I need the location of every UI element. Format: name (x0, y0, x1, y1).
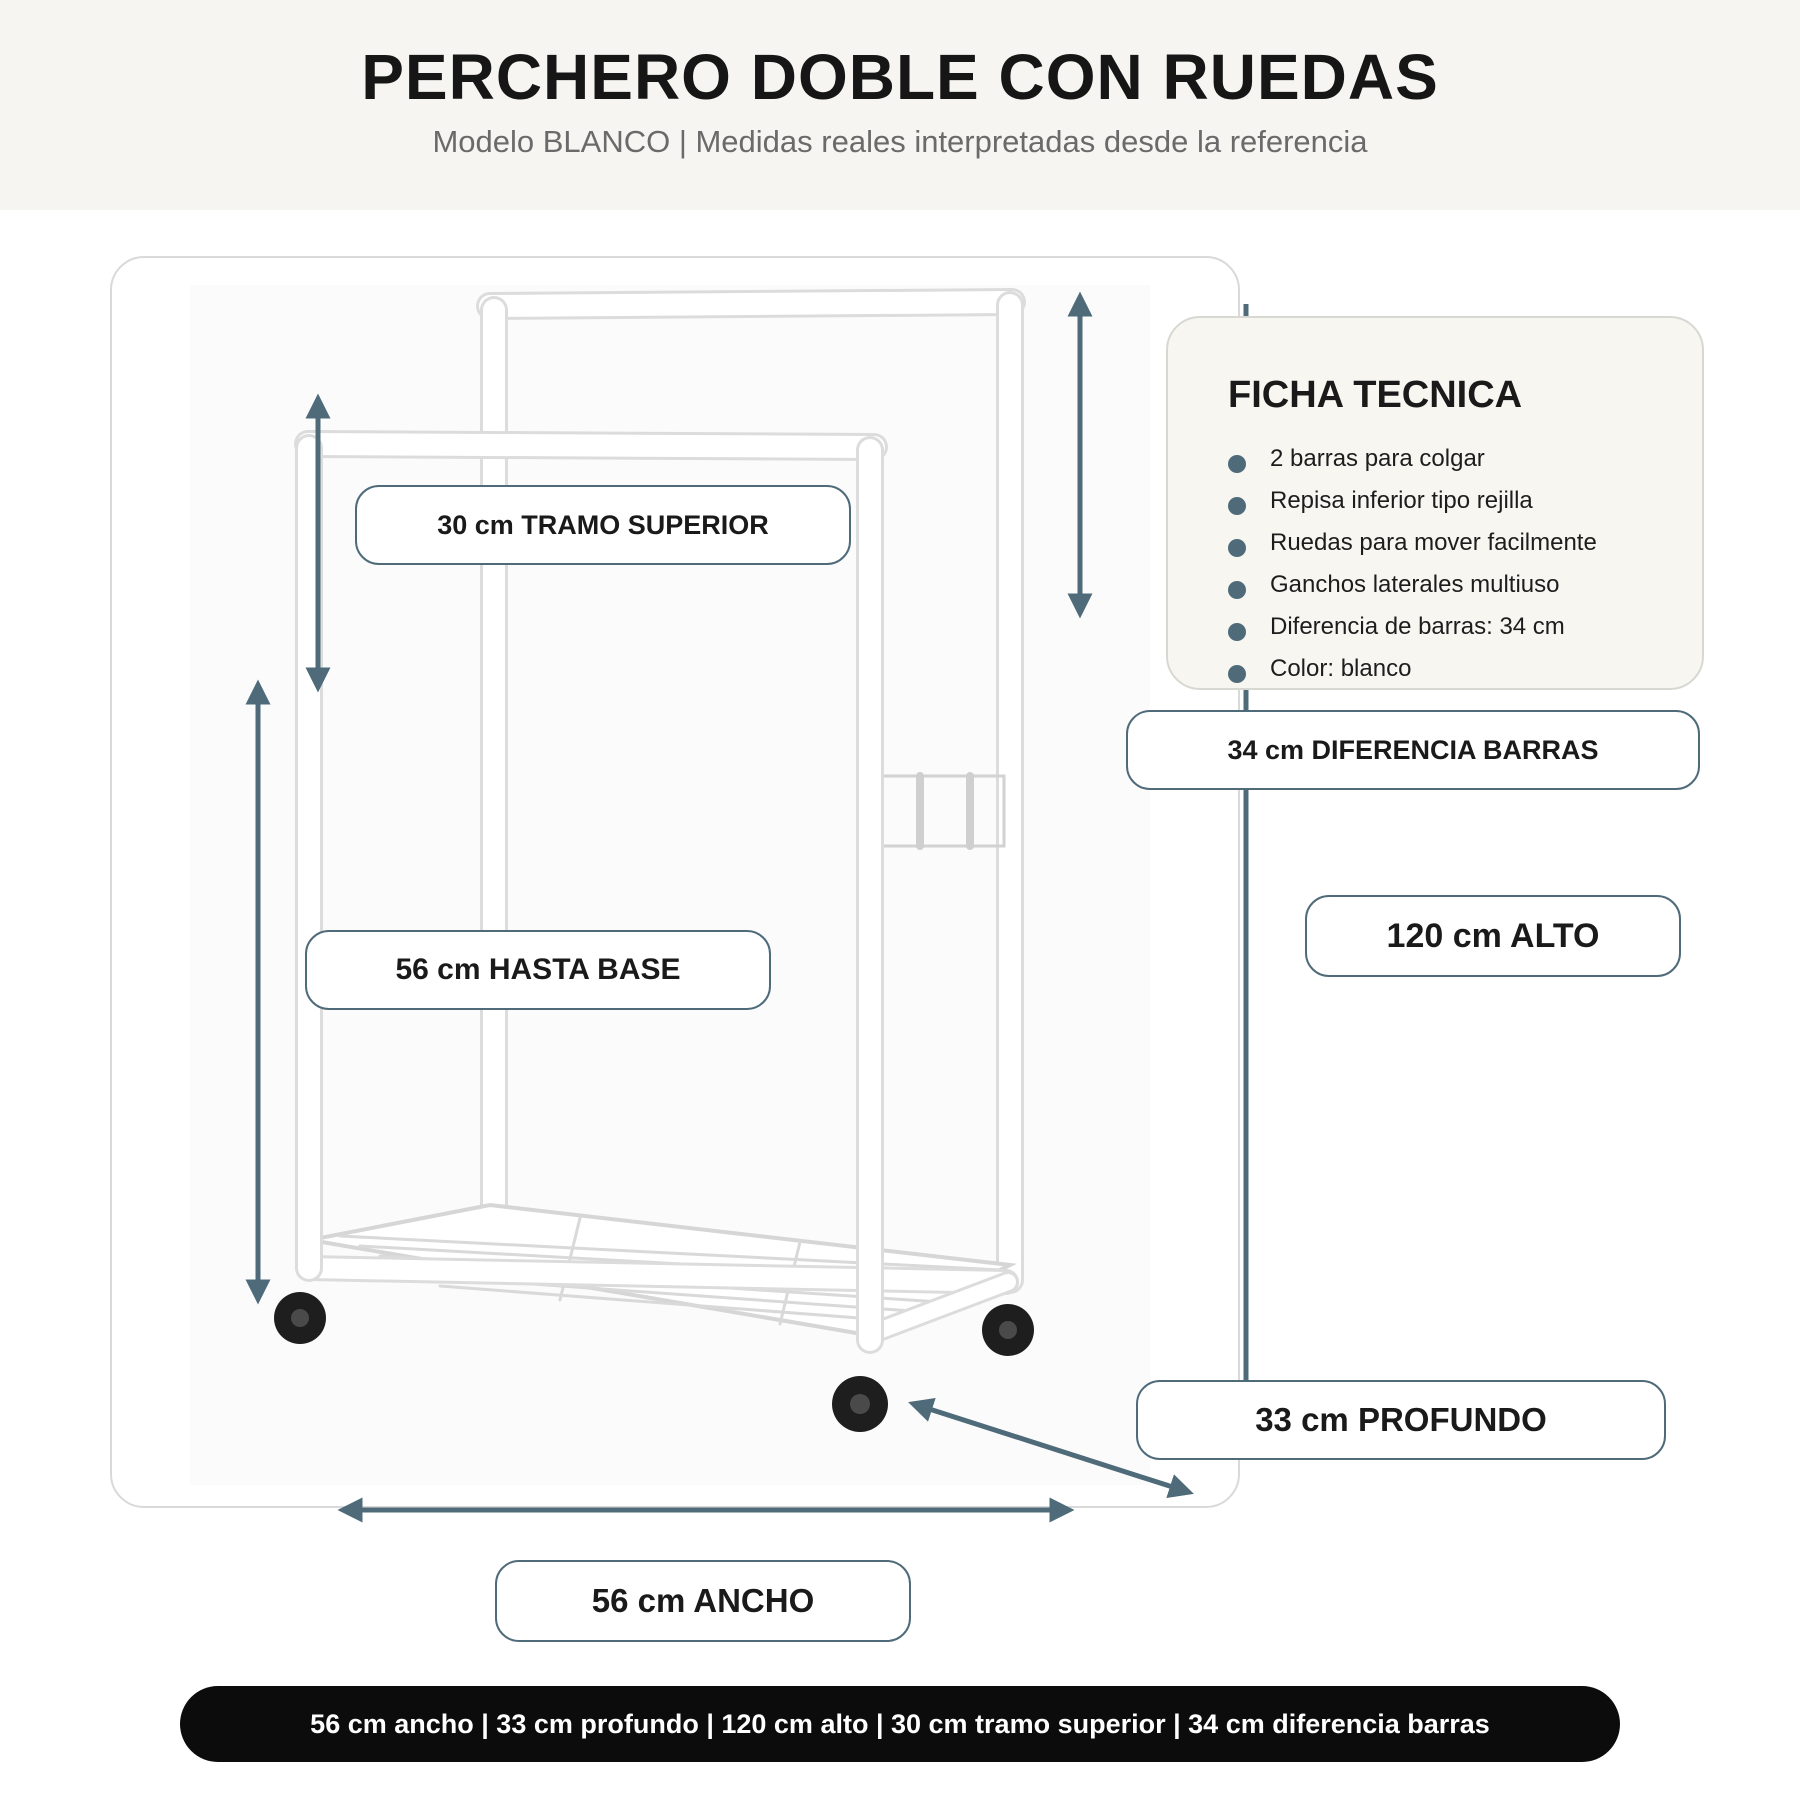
spec-item: Diferencia de barras: 34 cm (1224, 606, 1597, 648)
spec-list (1224, 438, 1597, 690)
clothes-rack (274, 302, 1034, 1432)
side-hooks (876, 776, 1004, 846)
spec-item: Ruedas para mover facilmente (1224, 522, 1597, 564)
footer-summary-bar (180, 1686, 1620, 1762)
label-tramo-superior: 30 cm TRAMO SUPERIOR (355, 485, 851, 565)
label-alto: 120 cm ALTO (1305, 895, 1681, 977)
spec-item: 2 barras para colgar (1224, 438, 1597, 480)
spec-item: Color: blanco (1224, 648, 1597, 690)
spec-card-title: FICHA TECNICA (1228, 374, 1523, 416)
spec-item: Ganchos laterales multiuso (1224, 564, 1597, 606)
label-profundo: 33 cm PROFUNDO (1136, 1380, 1666, 1460)
footer-summary-text: 56 cm ancho | 33 cm profundo | 120 cm alto | 30 cm tramo superior | 34 cm diferencia barras (310, 1708, 1490, 1739)
label-diferencia-barras: 34 cm DIFERENCIA BARRAS (1126, 710, 1700, 790)
label-hasta-base: 56 cm HASTA BASE (305, 930, 771, 1010)
label-ancho: 56 cm ANCHO (495, 1560, 911, 1642)
spec-card (1166, 316, 1704, 690)
page-title: PERCHERO DOBLE CON RUEDAS (361, 41, 1439, 113)
spec-item: Repisa inferior tipo rejilla (1224, 480, 1597, 522)
page-subtitle: Modelo BLANCO | Medidas reales interpretadas desde la referencia (432, 124, 1368, 159)
